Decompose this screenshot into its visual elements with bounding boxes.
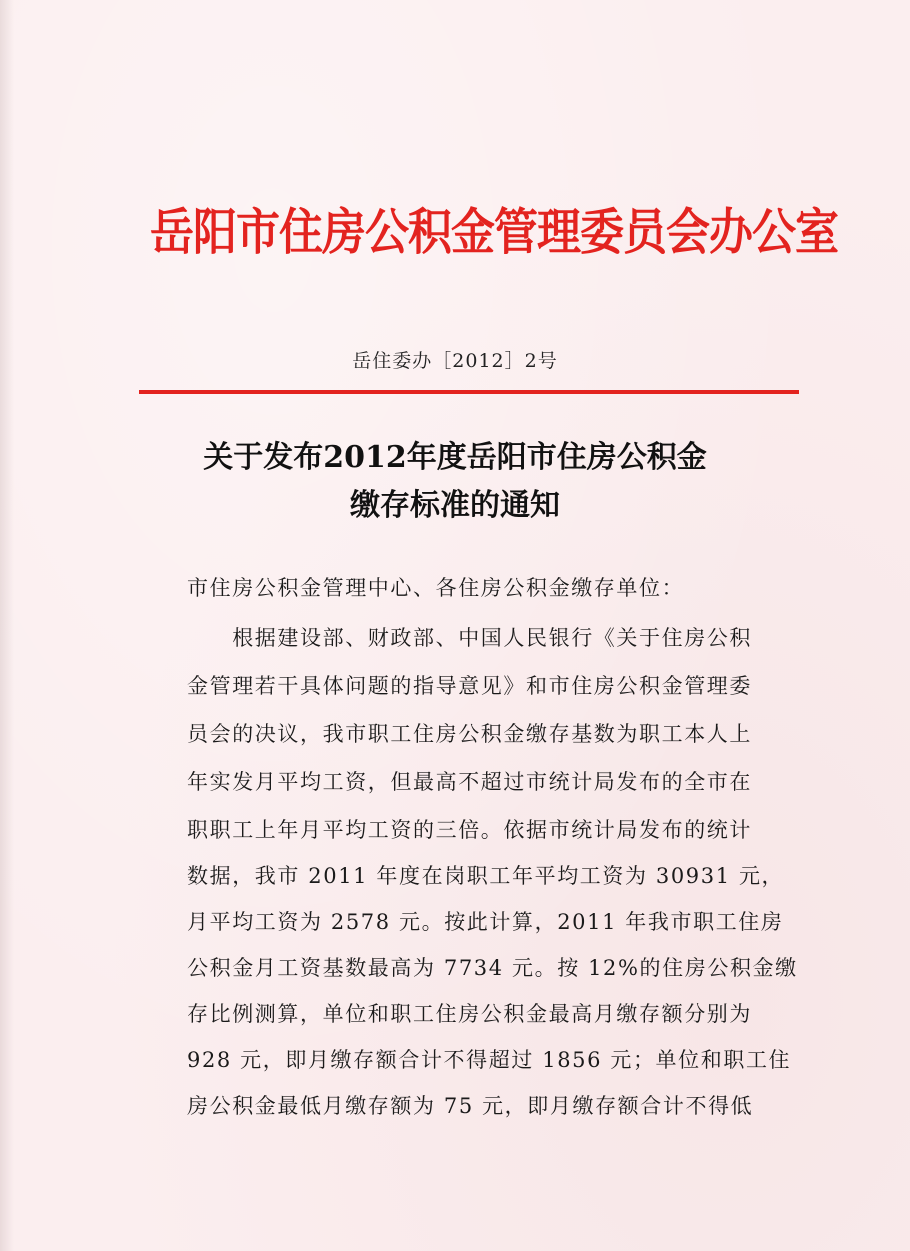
body-line-10: 928 元，即月缴存额合计不得超过 1856 元；单位和职工住: [187, 1048, 792, 1072]
body-line-8: 公积金月工资基数最高为 7734 元。按 12%的住房公积金缴: [187, 956, 798, 980]
body-line-2: 金管理若干具体问题的指导意见》和市住房公积金管理委: [187, 674, 752, 698]
body-line-1: 根据建设部、财政部、中国人民银行《关于住房公积: [187, 626, 752, 650]
document-title-line-2: 缴存标准的通知: [350, 488, 560, 523]
body-line-4: 年实发月平均工资，但最高不超过市统计局发布的全市在: [187, 770, 752, 794]
body-line-3: 员会的决议，我市职工住房公积金缴存基数为职工本人上: [187, 722, 752, 746]
body-line-6: 数据，我市 2011 年度在岗职工年平均工资为 30931 元，: [187, 864, 785, 888]
body-line-11: 房公积金最低月缴存额为 75 元，即月缴存额合计不得低: [187, 1094, 754, 1118]
body-line-5: 职职工上年月平均工资的三倍。依据市统计局发布的统计: [187, 818, 752, 842]
document-number: 岳住委办［2012］2号: [352, 350, 558, 372]
red-separator-line: [139, 390, 799, 394]
issuer-header: 岳阳市住房公积金管理委员会办公室: [150, 204, 838, 262]
body-line-7: 月平均工资为 2578 元。按此计算，2011 年我市职工住房: [187, 910, 784, 934]
document-title-line-1: 关于发布2012年度岳阳市住房公积金: [203, 440, 707, 475]
paper-edge-shadow: [0, 0, 14, 1251]
body-line-9: 存比例测算，单位和职工住房公积金最高月缴存额分别为: [187, 1002, 752, 1026]
addressee-line: 市住房公积金管理中心、各住房公积金缴存单位：: [187, 576, 685, 600]
